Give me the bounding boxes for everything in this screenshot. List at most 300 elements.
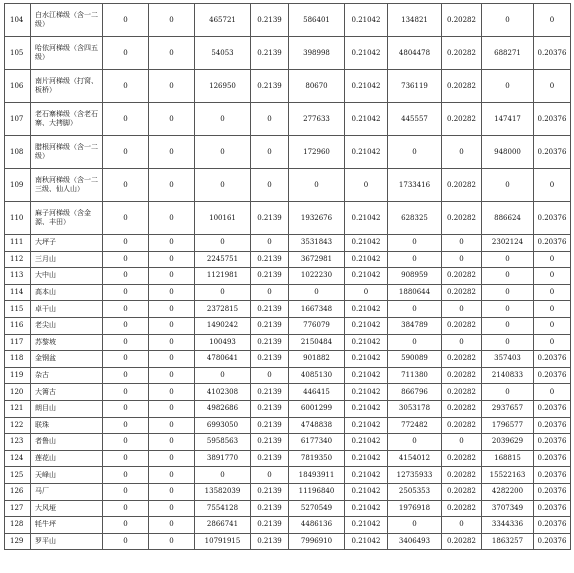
row-index-cell: 125 [5,467,31,484]
station-name-cell: 三月山 [31,251,103,268]
value-cell: 0 [482,169,534,202]
value-cell: 0.2139 [251,533,289,550]
value-cell: 2937657 [482,400,534,417]
table-row [5,136,571,169]
value-cell: 0.21042 [345,384,388,401]
table-row [5,483,571,500]
station-name-cell: 朗目山 [31,400,103,417]
value-cell: 0 [345,284,388,301]
value-cell: 0 [388,136,442,169]
value-cell: 0.21042 [345,251,388,268]
value-cell: 0.20376 [534,136,571,169]
table-row [5,417,571,434]
value-cell: 0.21042 [345,268,388,285]
value-cell: 0 [442,235,482,252]
value-cell: 0 [149,533,195,550]
value-cell: 948000 [482,136,534,169]
value-cell: 0 [149,37,195,70]
station-name-cell: 白水江梯级（含一二级） [31,4,103,37]
value-cell: 0 [149,367,195,384]
value-cell: 0.20282 [442,70,482,103]
value-cell: 0 [103,367,149,384]
value-cell: 0 [442,136,482,169]
value-cell: 4748838 [289,417,345,434]
table-row [5,70,571,103]
station-name-cell: 麻子河梯级（含金源、丰田） [31,202,103,235]
value-cell: 3707349 [482,500,534,517]
value-cell: 0 [442,434,482,451]
row-index-cell: 128 [5,517,31,534]
value-cell: 2245751 [195,251,251,268]
value-cell: 0 [534,251,571,268]
value-cell: 0 [195,169,251,202]
value-cell: 908959 [388,268,442,285]
value-cell: 628325 [388,202,442,235]
row-index-cell: 116 [5,317,31,334]
value-cell: 2372815 [195,301,251,318]
value-cell: 0.20376 [534,367,571,384]
value-cell: 54053 [195,37,251,70]
value-cell: 0 [388,251,442,268]
table-row [5,517,571,534]
table-row [5,169,571,202]
value-cell: 0 [149,251,195,268]
value-cell: 4982686 [195,400,251,417]
value-cell: 0 [103,235,149,252]
value-cell: 0.21042 [345,4,388,37]
value-cell: 1932676 [289,202,345,235]
value-cell: 0.2139 [251,517,289,534]
value-cell: 0 [195,467,251,484]
station-name-cell: 老尖山 [31,317,103,334]
value-cell: 0 [149,4,195,37]
value-cell: 1880644 [388,284,442,301]
station-name-cell: 大风垭 [31,500,103,517]
value-cell: 0 [482,284,534,301]
value-cell: 0 [482,251,534,268]
value-cell: 0.20376 [534,500,571,517]
row-index-cell: 113 [5,268,31,285]
value-cell: 465721 [195,4,251,37]
station-name-cell: 南片河梯级（打窝、板桥） [31,70,103,103]
value-cell: 0.21042 [345,434,388,451]
row-index-cell: 124 [5,450,31,467]
value-cell: 866796 [388,384,442,401]
value-cell: 3672981 [289,251,345,268]
value-cell: 0 [195,136,251,169]
value-cell: 0.21042 [345,351,388,368]
value-cell: 0.21042 [345,517,388,534]
value-cell: 0.2139 [251,37,289,70]
station-name-cell: 苏黎坡 [31,334,103,351]
value-cell: 0 [442,517,482,534]
value-cell: 13582039 [195,483,251,500]
value-cell: 134821 [388,4,442,37]
value-cell: 0 [149,517,195,534]
value-cell: 2140833 [482,367,534,384]
value-cell: 398998 [289,37,345,70]
value-cell: 0.2139 [251,317,289,334]
value-cell: 1863257 [482,533,534,550]
value-cell: 0.20376 [534,417,571,434]
value-cell: 0 [251,367,289,384]
row-index-cell: 119 [5,367,31,384]
value-cell: 7996910 [289,533,345,550]
value-cell: 586401 [289,4,345,37]
table-row [5,251,571,268]
value-cell: 0 [442,251,482,268]
value-cell: 3053178 [388,400,442,417]
value-cell: 0.2139 [251,351,289,368]
table-row [5,301,571,318]
value-cell: 736119 [388,70,442,103]
value-cell: 0 [149,103,195,136]
value-cell: 0.20282 [442,169,482,202]
value-cell: 126950 [195,70,251,103]
value-cell: 0 [103,103,149,136]
value-cell: 0 [149,235,195,252]
station-name-cell: 罗平山 [31,533,103,550]
value-cell: 0.20282 [442,384,482,401]
station-name-cell: 者鲁山 [31,434,103,451]
value-cell: 0 [289,169,345,202]
value-cell: 0 [251,284,289,301]
value-cell: 0 [482,268,534,285]
value-cell: 0.2139 [251,202,289,235]
station-name-cell: 大箐古 [31,384,103,401]
value-cell: 4282200 [482,483,534,500]
table-row [5,103,571,136]
value-cell: 0 [534,284,571,301]
value-cell: 0.20282 [442,202,482,235]
value-cell: 10791915 [195,533,251,550]
value-cell: 0 [149,467,195,484]
value-cell: 0 [195,235,251,252]
value-cell: 3531843 [289,235,345,252]
value-cell: 0.21042 [345,450,388,467]
value-cell: 2302124 [482,235,534,252]
value-cell: 0.20376 [534,483,571,500]
row-index-cell: 114 [5,284,31,301]
value-cell: 0 [534,301,571,318]
value-cell: 0 [388,334,442,351]
table-row [5,367,571,384]
value-cell: 0 [251,169,289,202]
value-cell: 0.21042 [345,301,388,318]
value-cell: 0 [149,136,195,169]
value-cell: 0.20376 [534,202,571,235]
value-cell: 2505353 [388,483,442,500]
table-row [5,334,571,351]
table-row [5,268,571,285]
value-cell: 0.20282 [442,103,482,136]
value-cell: 2150484 [289,334,345,351]
value-cell: 0.20282 [442,268,482,285]
value-cell: 0.2139 [251,400,289,417]
row-index-cell: 104 [5,4,31,37]
value-cell: 0.2139 [251,500,289,517]
table-row [5,317,571,334]
value-cell: 11196840 [289,483,345,500]
table-row [5,202,571,235]
value-cell: 0.2139 [251,4,289,37]
value-cell: 172960 [289,136,345,169]
value-cell: 0 [482,301,534,318]
value-cell: 0.21042 [345,235,388,252]
row-index-cell: 123 [5,434,31,451]
value-cell: 0.20282 [442,450,482,467]
value-cell: 0.20282 [442,483,482,500]
value-cell: 0.20282 [442,367,482,384]
station-name-cell: 哈依河梯级（含四五级） [31,37,103,70]
value-cell: 0 [149,400,195,417]
value-cell: 0 [149,450,195,467]
value-cell: 0.2139 [251,417,289,434]
row-index-cell: 118 [5,351,31,368]
value-cell: 0 [482,70,534,103]
value-cell: 0.21042 [345,202,388,235]
station-name-cell: 高本山 [31,284,103,301]
value-cell: 0 [103,400,149,417]
station-name-cell: 老石寨梯级（含老石寨、大拷脚） [31,103,103,136]
value-cell: 0.20282 [442,500,482,517]
station-name-cell: 马厂 [31,483,103,500]
value-cell: 0.20282 [442,351,482,368]
value-cell: 0.2139 [251,384,289,401]
value-cell: 446415 [289,384,345,401]
value-cell: 0 [345,169,388,202]
value-cell: 1121981 [195,268,251,285]
value-cell: 0.21042 [345,103,388,136]
table-row [5,400,571,417]
value-cell: 0 [103,467,149,484]
value-cell: 1733416 [388,169,442,202]
value-cell: 0 [149,317,195,334]
table-row [5,4,571,37]
table-row [5,533,571,550]
value-cell: 0 [149,351,195,368]
value-cell: 80670 [289,70,345,103]
value-cell: 0 [103,334,149,351]
station-name-cell: 大中山 [31,268,103,285]
value-cell: 7554128 [195,500,251,517]
row-index-cell: 110 [5,202,31,235]
value-cell: 0.2139 [251,450,289,467]
table-row [5,384,571,401]
value-cell: 1022230 [289,268,345,285]
value-cell: 0 [149,483,195,500]
value-cell: 0 [482,317,534,334]
value-cell: 0 [103,301,149,318]
table-row [5,284,571,301]
value-cell: 0.21042 [345,417,388,434]
value-cell: 1490242 [195,317,251,334]
value-cell: 0.21042 [345,317,388,334]
row-index-cell: 126 [5,483,31,500]
value-cell: 0.20282 [442,37,482,70]
value-cell: 0 [103,351,149,368]
value-cell: 4486136 [289,517,345,534]
station-name-cell: 卓干山 [31,301,103,318]
table-row [5,235,571,252]
value-cell: 0 [103,533,149,550]
value-cell: 0 [103,37,149,70]
value-cell: 2039629 [482,434,534,451]
value-cell: 0 [149,301,195,318]
value-cell: 100493 [195,334,251,351]
value-cell: 0.20282 [442,400,482,417]
value-cell: 0 [388,434,442,451]
value-cell: 15522163 [482,467,534,484]
value-cell: 0 [103,417,149,434]
row-index-cell: 106 [5,70,31,103]
value-cell: 590089 [388,351,442,368]
value-cell: 0 [534,4,571,37]
row-index-cell: 111 [5,235,31,252]
row-index-cell: 112 [5,251,31,268]
table-row [5,434,571,451]
row-index-cell: 120 [5,384,31,401]
value-cell: 0 [195,103,251,136]
table-row [5,450,571,467]
value-cell: 3406493 [388,533,442,550]
value-cell: 168815 [482,450,534,467]
value-cell: 3891770 [195,450,251,467]
value-cell: 0.20282 [442,417,482,434]
station-name-cell: 金钢盆 [31,351,103,368]
value-cell: 0.20376 [534,517,571,534]
value-cell: 0 [149,268,195,285]
value-cell: 886624 [482,202,534,235]
value-cell: 0.20282 [442,284,482,301]
row-index-cell: 105 [5,37,31,70]
value-cell: 0 [103,500,149,517]
value-cell: 0 [442,301,482,318]
value-cell: 0.20376 [534,434,571,451]
value-cell: 0 [388,517,442,534]
value-cell: 0.20376 [534,450,571,467]
value-cell: 0.21042 [345,334,388,351]
value-cell: 0.20282 [442,533,482,550]
value-cell: 0.2139 [251,434,289,451]
value-cell: 100161 [195,202,251,235]
value-cell: 4102308 [195,384,251,401]
station-name-cell: 莲花山 [31,450,103,467]
value-cell: 0 [482,4,534,37]
station-name-cell: 南秋河梯级（含一二三级、仙人山） [31,169,103,202]
value-cell: 0.21042 [345,37,388,70]
value-cell: 0 [149,202,195,235]
value-cell: 5958563 [195,434,251,451]
value-cell: 1796577 [482,417,534,434]
value-cell: 688271 [482,37,534,70]
value-cell: 5270549 [289,500,345,517]
value-cell: 0.20376 [534,103,571,136]
value-cell: 12735933 [388,467,442,484]
station-name-cell: 腊根河梯级（含一二级） [31,136,103,169]
value-cell: 0 [103,450,149,467]
value-cell: 901882 [289,351,345,368]
row-index-cell: 129 [5,533,31,550]
value-cell: 0.20282 [442,317,482,334]
value-cell: 0.21042 [345,467,388,484]
value-cell: 0 [534,334,571,351]
value-cell: 0 [482,384,534,401]
value-cell: 384789 [388,317,442,334]
value-cell: 0.21042 [345,136,388,169]
value-cell: 0 [149,284,195,301]
value-cell: 0 [103,136,149,169]
value-cell: 6001299 [289,400,345,417]
value-cell: 0 [251,467,289,484]
row-index-cell: 115 [5,301,31,318]
value-cell: 357403 [482,351,534,368]
value-cell: 0.21042 [345,533,388,550]
value-cell: 0.21042 [345,483,388,500]
table-row [5,467,571,484]
value-cell: 0 [442,334,482,351]
value-cell: 0 [251,136,289,169]
value-cell: 0 [103,268,149,285]
table-row [5,37,571,70]
value-cell: 0 [103,317,149,334]
value-cell: 277633 [289,103,345,136]
row-index-cell: 122 [5,417,31,434]
value-cell: 0 [534,384,571,401]
value-cell: 0.20376 [534,467,571,484]
value-cell: 0.20282 [442,467,482,484]
value-cell: 1667348 [289,301,345,318]
value-cell: 0.20376 [534,37,571,70]
station-name-cell: 联珠 [31,417,103,434]
value-cell: 0.20376 [534,351,571,368]
value-cell: 0.2139 [251,483,289,500]
value-cell: 147417 [482,103,534,136]
value-cell: 7819350 [289,450,345,467]
value-cell: 0 [534,169,571,202]
station-name-cell: 大坪子 [31,235,103,252]
row-index-cell: 117 [5,334,31,351]
value-cell: 1976918 [388,500,442,517]
value-cell: 0.20282 [442,4,482,37]
value-cell: 772482 [388,417,442,434]
value-cell: 4154012 [388,450,442,467]
station-name-cell: 牦牛坪 [31,517,103,534]
value-cell: 445557 [388,103,442,136]
row-index-cell: 109 [5,169,31,202]
value-cell: 0 [103,284,149,301]
value-cell: 0 [534,70,571,103]
station-name-cell: 天峰山 [31,467,103,484]
value-cell: 0 [103,434,149,451]
value-cell: 0 [388,235,442,252]
value-cell: 0 [103,4,149,37]
value-cell: 0 [149,417,195,434]
value-cell: 0 [149,334,195,351]
value-cell: 0.2139 [251,268,289,285]
value-cell: 0.20376 [534,235,571,252]
value-cell: 0 [388,301,442,318]
value-cell: 0 [534,268,571,285]
data-table [4,3,571,550]
value-cell: 0 [149,384,195,401]
value-cell: 6993050 [195,417,251,434]
value-cell: 0 [149,169,195,202]
station-name-cell: 杂古 [31,367,103,384]
value-cell: 0 [103,517,149,534]
row-index-cell: 107 [5,103,31,136]
value-cell: 0.20376 [534,400,571,417]
